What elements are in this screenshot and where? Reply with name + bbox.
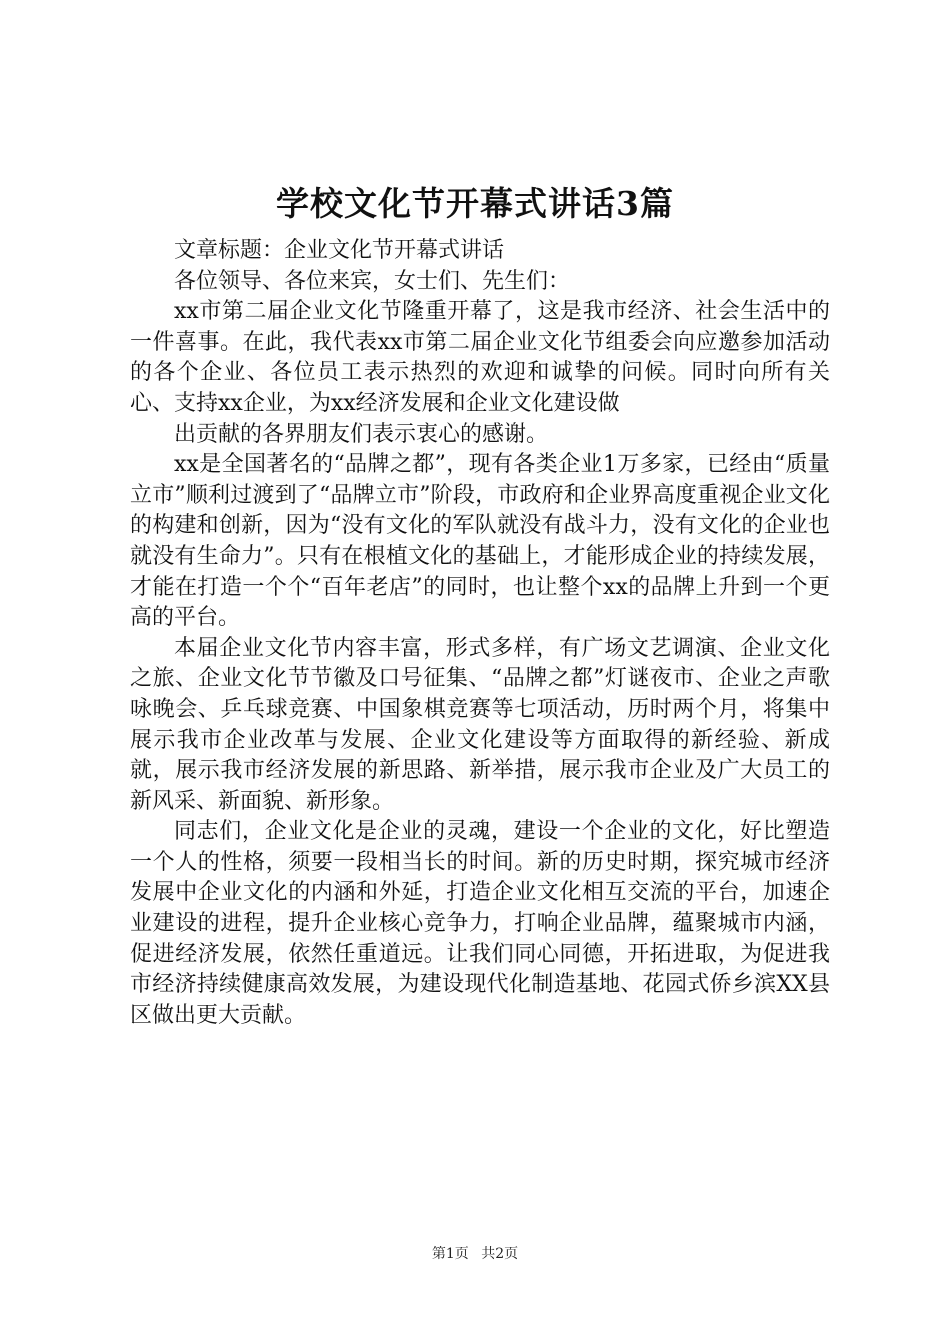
page-current: 第1页 — [431, 1246, 469, 1262]
page-number-footer — [0, 1244, 950, 1264]
body-paragraph-thanks: 出贡献的各界朋友们表示衷心的感谢。 — [174, 421, 549, 447]
salutation-paragraph: 各位领导、各位来宾，女士们、先生们： — [174, 268, 571, 294]
document-body — [130, 236, 830, 1031]
article-heading-line: 文章标题：企业文化节开幕式讲话 — [174, 238, 505, 263]
body-paragraph-opening: xx市第二届企业文化节隆重开幕了，这是我市经济、社会生活中的一件喜事。在此，我代表xx市第二届企业文化节组委会向应邀参加活动的各个企业、各位员工表示热烈的欢迎和诚挚的问候。同时向所有关心、支持xx企业，为xx经济发展和企业文化建设做 — [130, 299, 830, 416]
document-title: 学校文化节开幕式讲话3篇 — [276, 184, 674, 223]
body-paragraph-brand-capital: xx是全国著名的“品牌之都”，现有各类企业1万多家，已经由“质量立市”顺利过渡到了“品牌立市”阶段，市政府和企业界高度重视企业文化的构建和创新，因为“没有文化的军队就没有战斗力，没有文化的企业也就没有生命力”。只有在根植文化的基础上，才能形成企业的持续发展，才能在打造一个个“百年老店”的同时，也让整个xx的品牌上升到一个更高的平台。 — [130, 452, 830, 631]
page-total: 共2页 — [481, 1246, 519, 1262]
body-paragraph-activities: 本届企业文化节内容丰富，形式多样，有广场文艺调演、企业文化之旅、企业文化节节徽及口号征集、“品牌之都”灯谜夜市、企业之声歌咏晚会、乒乓球竞赛、中国象棋竞赛等七项活动，历时两个月，将集中展示我市企业改革与发展、企业文化建设等方面取得的新经验、新成就，展示我市经济发展的新思路、新举措，展示我市企业及广大员工的新风采、新面貌、新形象。 — [130, 635, 830, 814]
body-paragraph-closing: 同志们，企业文化是企业的灵魂，建设一个企业的文化，好比塑造一个人的性格，须要一段相当长的时间。新的历史时期，探究城市经济发展中企业文化的内涵和外延，打造企业文化相互交流的平台，加速企业建设的进程，提升企业核心竞争力，打响企业品牌，蕴聚城市内涵，促进经济发展，依然任重道远。让我们同心同德，开拓进取，为促进我市经济持续健康高效发展，为建设现代化制造基地、花园式侨乡滨XX县区做出更大贡献。 — [130, 819, 830, 1028]
